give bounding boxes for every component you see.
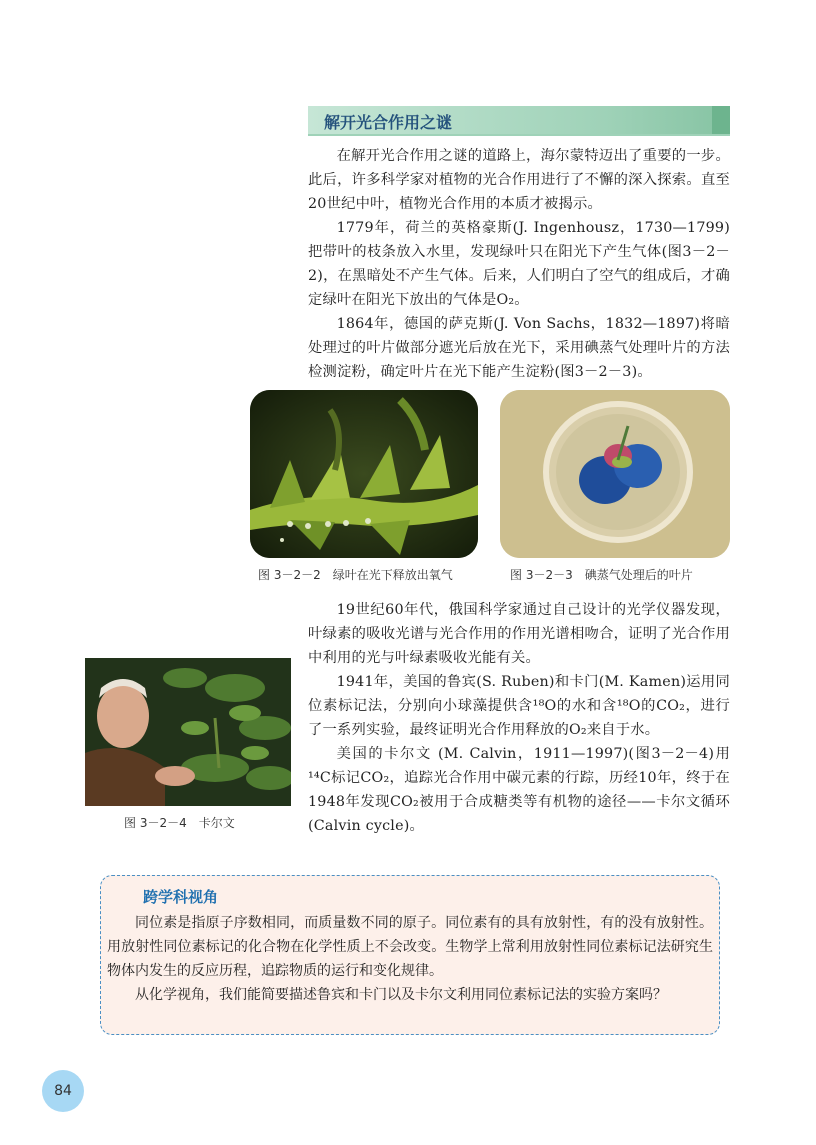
figure-calvin-photo: [85, 658, 291, 806]
figure-caption-oxygen: 图 3－2－2 绿叶在光下释放出氧气: [258, 568, 453, 582]
callout-title: 跨学科视角: [143, 888, 219, 906]
paragraph-sachs: 1864年，德国的萨克斯(J. Von Sachs，1832—1897)将暗处理过的叶片做部分遮光后放在光下，采用碘蒸气处理叶片的方法检测淀粉，确定叶片在光下能产生淀粉(图3－2－3)。: [308, 316, 730, 380]
interdisciplinary-callout: [100, 875, 720, 1035]
paragraph-calvin: 美国的卡尔文 (M. Calvin，1911—1997)(图3－2－4)用¹⁴C标记CO₂，追踪光合作用中碳元素的行踪，历经10年，终于在1948年发现CO₂被用于合成糖类等有机物的途径——卡尔文循环(Calvin cycle)。: [308, 746, 730, 834]
callout-paragraph-question: 从化学视角，我们能简要描述鲁宾和卡门以及卡尔文利用同位素标记法的实验方案吗？: [135, 987, 667, 1003]
paragraph-ingenhousz: 1779年，荷兰的英格豪斯(J. Ingenhousz，1730—1799)把带叶的枝条放入水里，发现绿叶只在阳光下产生气体(图3－2－2)，在黑暗处不产生气体。后来，人们明白了空气的组成后，才确定绿叶在阳光下放出的气体是O₂。: [308, 220, 730, 308]
figure-caption-calvin: 图 3－2－4 卡尔文: [124, 816, 235, 830]
figure-iodine-leaf-photo: [500, 390, 730, 558]
figure-leaf-oxygen-photo: [250, 390, 478, 558]
section-header: [308, 106, 730, 134]
section-title: 解开光合作用之谜: [324, 113, 453, 132]
paragraph-absorption-spectrum: 19世纪60年代，俄国科学家通过自己设计的光学仪器发现，叶绿素的吸收光谱与光合作用的作用光谱相吻合，证明了光合作用中利用的光与叶绿素吸收光能有关。: [308, 602, 730, 666]
figure-caption-iodine: 图 3－2－3 碘蒸气处理后的叶片: [510, 568, 693, 582]
section-header-accent: [712, 106, 730, 134]
callout-paragraph-isotope: 同位素是指原子序数相同，而质量数不同的原子。同位素有的具有放射性，有的没有放射性。用放射性同位素标记的化合物在化学性质上不会改变。生物学上常利用放射性同位素标记法研究生物体内发生的反应历程，追踪物质的运行和变化规律。: [107, 915, 713, 979]
callout-body: [107, 911, 713, 1007]
page-number: 84: [42, 1070, 84, 1112]
paragraph-intro: 在解开光合作用之谜的道路上，海尔蒙特迈出了重要的一步。此后，许多科学家对植物的光合作用进行了不懈的深入探索。直至20世纪中叶，植物光合作用的本质才被揭示。: [308, 148, 730, 212]
paragraph-ruben-kamen: 1941年，美国的鲁宾(S. Ruben)和卡门(M. Kamen)运用同位素标记法，分别向小球藻提供含¹⁸O的水和含¹⁸O的CO₂，进行了一系列实验，最终证明光合作用释放的O₂来自于水。: [308, 674, 730, 738]
section-underline: [308, 134, 730, 136]
